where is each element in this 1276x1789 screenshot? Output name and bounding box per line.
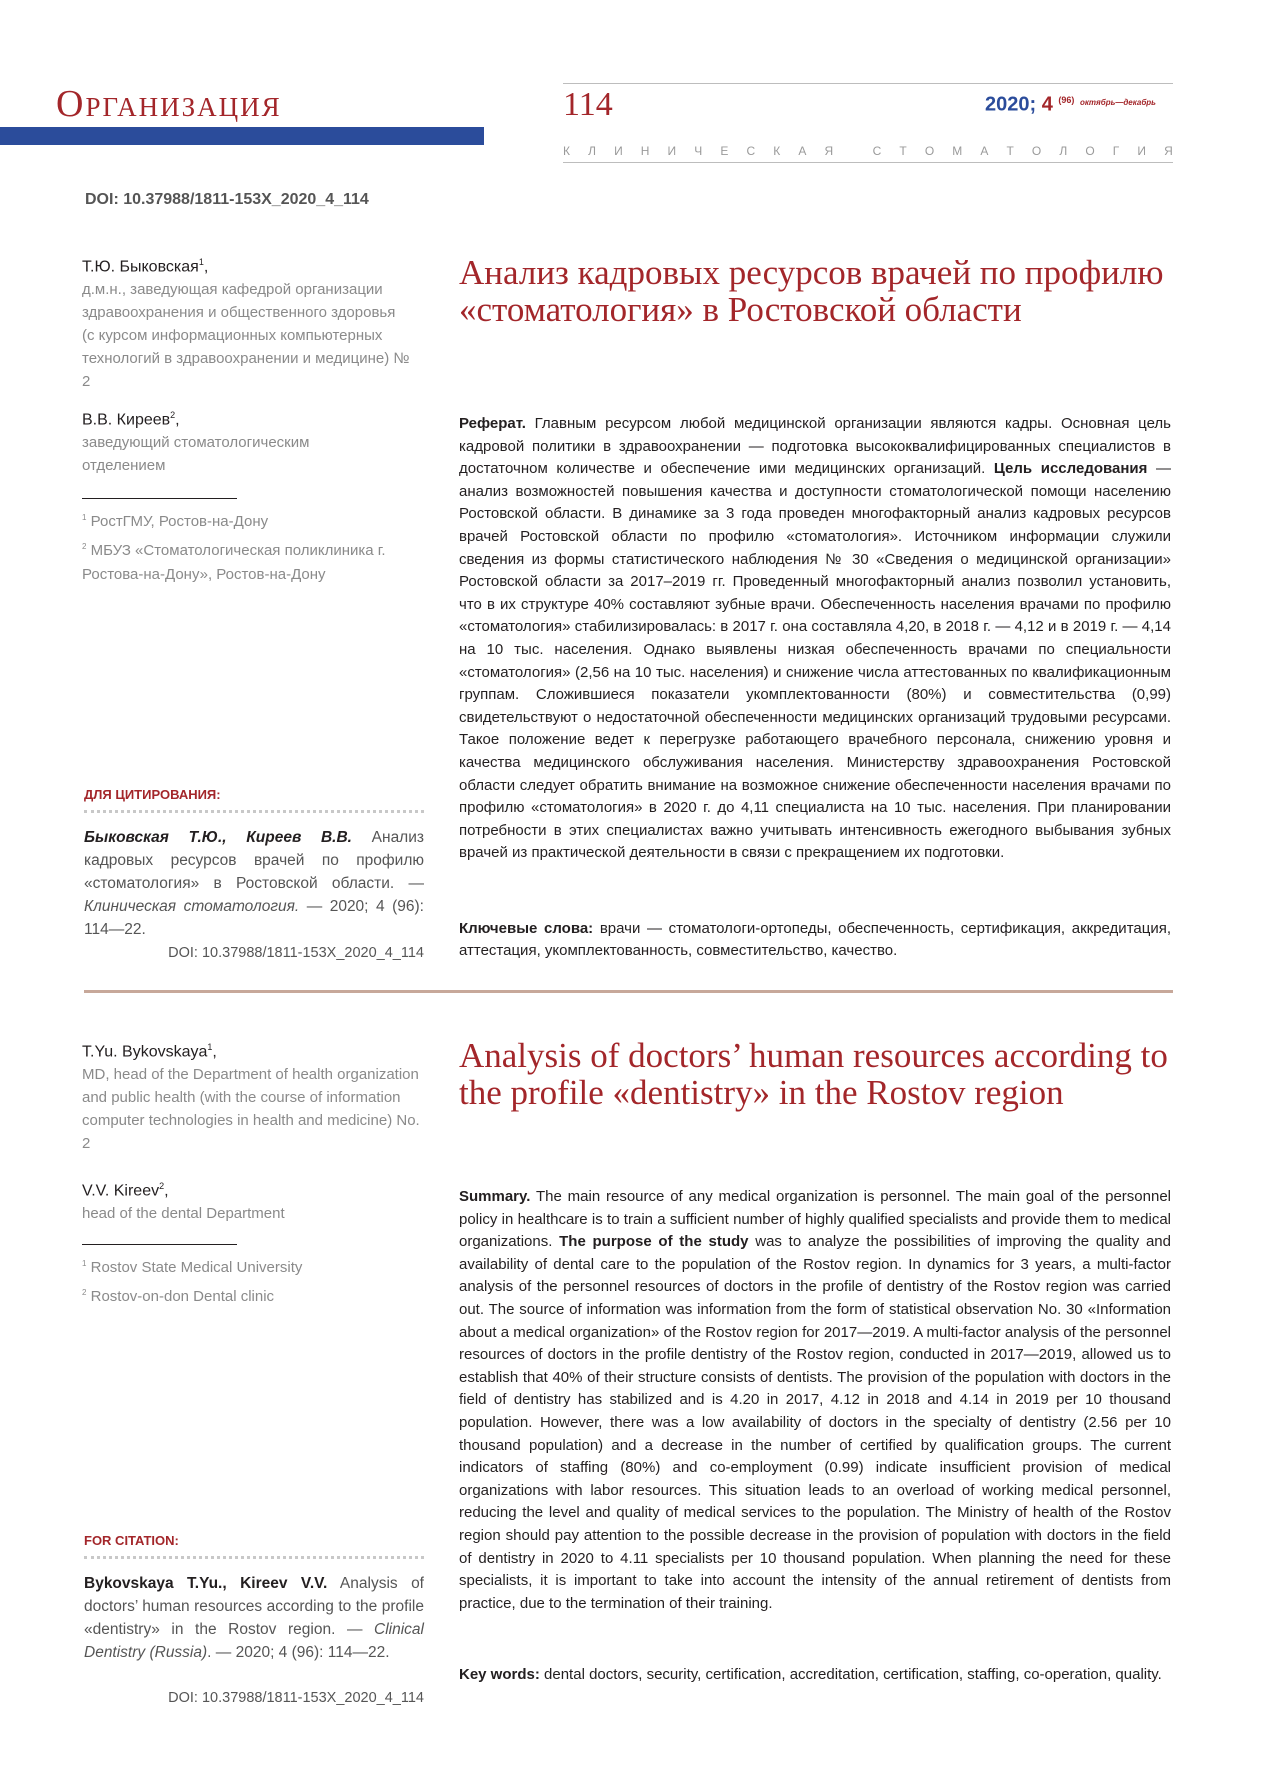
ru-author-2-name: В.В. Киреев [82,411,171,429]
en-author-1-desc: MD, head of the Department of health organization and public health (with the course of information computer technologies in health and medicine) No. 2 [82,1066,420,1153]
ru-article-title: Анализ кадровых ресурсов врачей по профилю «стоматология» в Ростовской области [459,253,1164,329]
ru-citation [84,826,424,941]
ru-author-1: Т.Ю. Быковская$^1$, д.м.н., заведующая кафедрой организации здравоохранения и общественного здоровья (с курсом информационных компьютерных технологий в здравоохранении и медицине) № 2 [82,251,422,393]
journal-name-letter: Н [640,144,650,158]
journal-name-letter: И [614,144,623,158]
en-citation [84,1572,424,1664]
journal-name-letter: А [798,144,807,158]
en-aff-1: Rostov State Medical University [90,1259,303,1276]
en-article-title: Analysis of doctors’ human resources according to the profile «dentistry» in the Rostov region [459,1036,1168,1112]
ru-purpose-label: Цель исследования [993,460,1148,478]
journal-name-letter: К [563,144,570,158]
en-purpose-label: The purpose of the study [559,1233,749,1251]
issue-number: 4 [1041,93,1053,116]
journal-name-letter: Л [1059,144,1068,158]
ru-aff-1: РостГМУ, Ростов-на-Дону [90,513,269,530]
ru-abstract-p1: Главным ресурсом любой медицинской организации являются кадры. Основная цель кадровой политики в здравоохранении — подготовка высококвалифицированных специалистов в достаточном количестве и обеспечение ими медицинских организаций. [459,415,1171,478]
journal-name-letter: Т [899,144,907,158]
journal-name-letter: Я [824,144,834,158]
journal-name [563,144,1173,158]
ru-abstract [459,413,1171,865]
ru-abstract-label: Реферат. [459,415,526,432]
en-author-1: T.Yu. Bykovskaya$^1$, MD, head of the Department of health organization and public health (with the course of information computer technologies in health and medicine) No. 2 [82,1036,422,1155]
ru-kw-text: врачи — стоматологи-ортопеды, обеспеченность, сертификация, аккредитация, аттестация, укомплектованность, совместительство, качество. [459,920,1171,959]
journal-name-letter: С [746,144,756,158]
en-author-2-desc: head of the dental Department [82,1205,285,1223]
journal-issue [985,88,1156,117]
en-cite-tail: . — 2020; 4 (96): 114—22. [207,1644,390,1661]
en-aff-2-num: 2 [82,1288,87,1297]
journal-name-letter [851,144,854,158]
ru-affiliations [82,506,412,587]
en-abstract-p2: was to analyze the possibilities of improving the quality and availability of dental care to the population of the Rostov region. In dynamics for 3 years, a multi-factor analysis of the personnel resources of doctors in the profile of dentistry of the Rostov region was carried out. The source of information was information from the form of statistical observation No. 30 «Information about a medical organization» of the Rostov region for 2017—2019. A multi-factor analysis of the personnel resources of doctors in the profile dentistry of the Rostov region, conducted in 2017—2019, allowed us to establish that 40% of their structure consists of dentists. The provision of the population with doctors in the field of dentistry has stabilized and is 4.20 in 2017, 4.12 in 2018 and 4.14 in 2019 per 10 thousand population. However, there was a low availability of doctors in the specialty of dentistry (2.56 per 10 thousand population) and a decrease in the number of certified by qualification groups. The current indicators of staffing (80%) and co-employment (0.99) indicate insufficient provision of medical organizations with labor resources. This situation leads to an overload of working medical personnel, reducing the level and quality of medical services to the population. The Ministry of health of the Rostov region should pay attention to the possible decrease in the provision of population with doctors in the field of dentistry in 2020 to 4.11 specialists per 10 thousand population. When planning the need for these specialists, it is important to take into account the intensity of the annual retirement of dentists from practice, due to the termination of their training. [459,1233,1171,1612]
doi-top: DOI: 10.37988/1811-153X_2020_4_114 [85,191,369,208]
ru-author-1-desc: д.м.н., заведующая кафедрой организации здравоохранения и общественного здоровья (с курсом информационных компьютерных технологий в здравоохранении и медицине) № 2 [82,281,410,391]
en-kw-text: dental doctors, security, certification, accreditation, certification, staffing, co-operation, quality. [539,1666,1162,1683]
journal-name-letter: О [1085,144,1095,158]
issue-months: октябрь—декабрь [1079,98,1156,107]
en-cite-journal: Clinical Dentistry (Russia) [84,1621,424,1661]
ru-cite-authors: Быковская Т.Ю., Киреев В.В. [84,829,352,846]
en-cite-text: Analysis of doctors’ human resources according to the profile «dentistry» in the Rostov region. — [84,1575,424,1638]
journal-name-letter: Я [1164,144,1173,158]
journal-name-letter: С [872,144,882,158]
header-rule-bottom [563,162,1173,163]
en-author-1-name: T.Yu. Bykovskaya [82,1043,208,1061]
en-kw-label: Key words: [459,1666,540,1683]
issue-total: (96) [1058,95,1075,105]
ru-cite-dots [84,810,424,813]
issue-year: 2020; [985,93,1042,116]
en-cite-dots [84,1556,424,1559]
en-abstract-p1: The main resource of any medical organization is personnel. The main goal of the personnel policy in healthcare is to train a sufficient number of highly qualified specialists and provide them to medical organizations. [459,1188,1171,1251]
en-author-2: V.V. Kireev$^2$, head of the dental Department [82,1175,422,1225]
en-abstract [459,1186,1171,1615]
ru-author-2-desc: заведующий стоматологическим отделением [82,434,310,475]
ru-author-2-sup: 2 [170,410,176,420]
journal-name-letter: И [1137,144,1146,158]
en-aff-2: Rostov-on-don Dental clinic [90,1288,275,1305]
en-aff-1-num: 1 [82,1259,87,1268]
ru-aff-2: МБУЗ «Стоматологическая поликлиника г. Ростова-на-Дону», Ростов-на-Дону [82,542,386,583]
ru-kw-label: Ключевые слова: [459,920,594,937]
journal-name-letter: И [667,144,677,158]
journal-name-letter: Е [720,144,729,158]
page-number: 114 [563,86,613,123]
journal-name-letter: Г [1112,144,1120,158]
journal-name-letter: Ч [694,144,703,158]
journal-name-letter: О [924,144,935,158]
en-affiliations [82,1252,422,1309]
ru-keywords [459,918,1171,962]
en-author-2-sup: 2 [159,1181,165,1191]
journal-name-letter: К [773,144,781,158]
en-keywords [459,1664,1171,1686]
journal-name-letter: О [1031,144,1042,158]
ru-author-2: В.В. Киреев$^2$, заведующий стоматологическим отделением [82,404,422,477]
language-divider [84,990,1173,993]
ru-abstract-p2: — анализ возможностей повышения качества и доступности стоматологической помощи населению Ростовской области. В динамике за 3 года проведен многофакторный анализ кадровых ресурсов врачей Ростовской области по профилю «стоматология». Источником информации служили сведения из формы статистического наблюдения № 30 «Сведения о медицинской организации» Ростовской области за 2017–2019 гг. Проведенный многофакторный анализ позволил установить, что в их структуре 40% составляют зубные врачи. Обеспеченность населения врачами по профилю «стоматология» стабилизировалась: в 2017 г. она составляла 4,20, в 2018 г. — 4,12 и в 2019 г. — 4,14 на 10 тыс. населения. Однако выявлены низкая обеспеченность врачами по специальности «стоматология» (2,56 на 10 тыс. населения) и снижение числа аттестованных по квалификационным группам. Сложившиеся показатели укомплектованности (80%) и совместительства (0,99) свидетельствуют о недостаточной обеспеченности медицинских организаций трудовыми ресурсами. Такое положение ведет к перегрузке работающего врачебного персонала, снижению уровня и качества медицинского обслуживания населения. Министерству здравоохранения Ростовской области следует обратить внимание на возможное снижение обеспеченности населения врачами по профилю «стоматология» в 2020 г. до 4,11 специалиста на 10 тыс. населения. При планировании потребности в этих специалистах важно учитывать интенсивность ежегодного выбывания зубных врачей из практической деятельности в связи с прекращением их подготовки. [459,460,1172,862]
en-cite-label: FOR CITATION: [84,1533,179,1548]
en-author-2-name: V.V. Kireev [82,1182,160,1200]
ru-aff-1-num: 1 [82,513,87,522]
journal-name-letter: Л [588,144,596,158]
en-cite-doi: DOI: 10.37988/1811-153X_2020_4_114 [168,1690,424,1706]
en-abstract-label: Summary. [459,1188,531,1205]
ru-author-1-name: Т.Ю. Быковская [82,258,199,276]
section-title: Организация [56,83,282,125]
ru-cite-text: Анализ кадровых ресурсов врачей по профилю «стоматология» в Ростовской области. — [84,829,424,892]
en-cite-authors: Bykovskaya T.Yu., Kireev V.V. [84,1575,328,1592]
en-author-1-sup: 1 [207,1042,213,1052]
ru-author-1-sup: 1 [198,257,204,267]
ru-cite-doi: DOI: 10.37988/1811-153X_2020_4_114 [168,945,424,961]
header-rule-top [563,83,1173,84]
journal-name-letter: М [952,144,963,158]
section-color-bar [0,127,484,145]
journal-name-letter: А [980,144,989,158]
ru-aff-rule [82,498,237,499]
en-aff-rule [82,1244,237,1245]
journal-name-letter: Т [1006,144,1014,158]
ru-cite-journal: Клиническая стоматология. [84,898,300,915]
ru-aff-2-num: 2 [82,542,87,551]
ru-cite-label: ДЛЯ ЦИТИРОВАНИЯ: [84,787,221,802]
ru-cite-tail: — 2020; 4 (96): 114—22. [84,898,424,938]
